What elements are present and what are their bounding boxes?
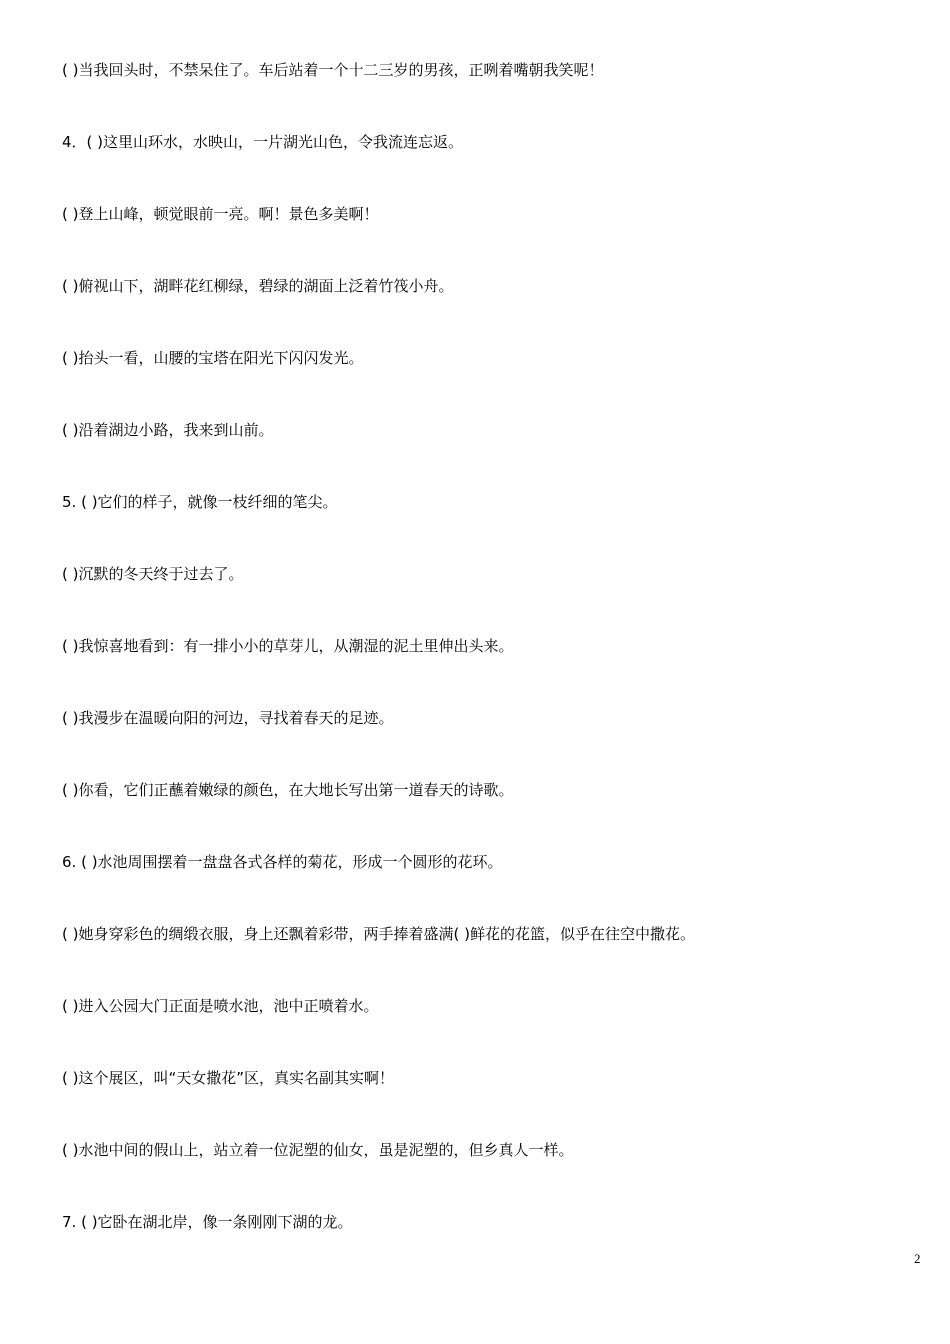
question-5-text: 5. ( )它们的样子，就像一枝纤细的笔尖。 (62, 493, 338, 511)
text-line: ( )你看，它们正蘸着嫩绿的颜色，在大地长写出第一道春天的诗歌。 (62, 781, 514, 799)
text-line: ( )当我回头时，不禁呆住了。车后站着一个十二三岁的男孩，正咧着嘴朝我笑呢！ (62, 61, 604, 79)
text-line: ( )登上山峰，顿觉眼前一亮。啊！景色多美啊！ (62, 205, 379, 223)
text-line: ( )沿着湖边小路，我来到山前。 (62, 421, 274, 439)
text-line: ( )抬头一看，山腰的宝塔在阳光下闪闪发光。 (62, 349, 364, 367)
text-line: ( )她身穿彩色的绸缎衣服，身上还飘着彩带，两手捧着盛满( )鲜花的花篮，似乎在往空中撒花。 (62, 925, 695, 943)
text-line: ( )俯视山下，湖畔花红柳绿，碧绿的湖面上泛着竹筏小舟。 (62, 277, 454, 295)
question-4-text: 4．( )这里山环水，水映山，一片湖光山色，令我流连忘返。 (62, 133, 464, 151)
question-7-text: 7. ( )它卧在湖北岸，像一条刚刚下湖的龙。 (62, 1213, 353, 1231)
text-line: ( )沉默的冬天终于过去了。 (62, 565, 244, 583)
text-line: ( )我漫步在温暖向阳的河边，寻找着春天的足迹。 (62, 709, 394, 727)
text-line: ( )这个展区，叫“天女撒花”区，真实名副其实啊！ (62, 1069, 395, 1087)
page-number: 2 (914, 1251, 921, 1266)
text-line: ( )水池中间的假山上，站立着一位泥塑的仙女，虽是泥塑的，但乡真人一样。 (62, 1141, 574, 1159)
question-6-text: 6. ( )水池周围摆着一盘盘各式各样的菊花，形成一个圆形的花环。 (62, 853, 503, 871)
text-line: ( )进入公园大门正面是喷水池，池中正喷着水。 (62, 997, 379, 1015)
text-line: ( )我惊喜地看到：有一排小小的草芽儿，从潮湿的泥土里伸出头来。 (62, 637, 514, 655)
